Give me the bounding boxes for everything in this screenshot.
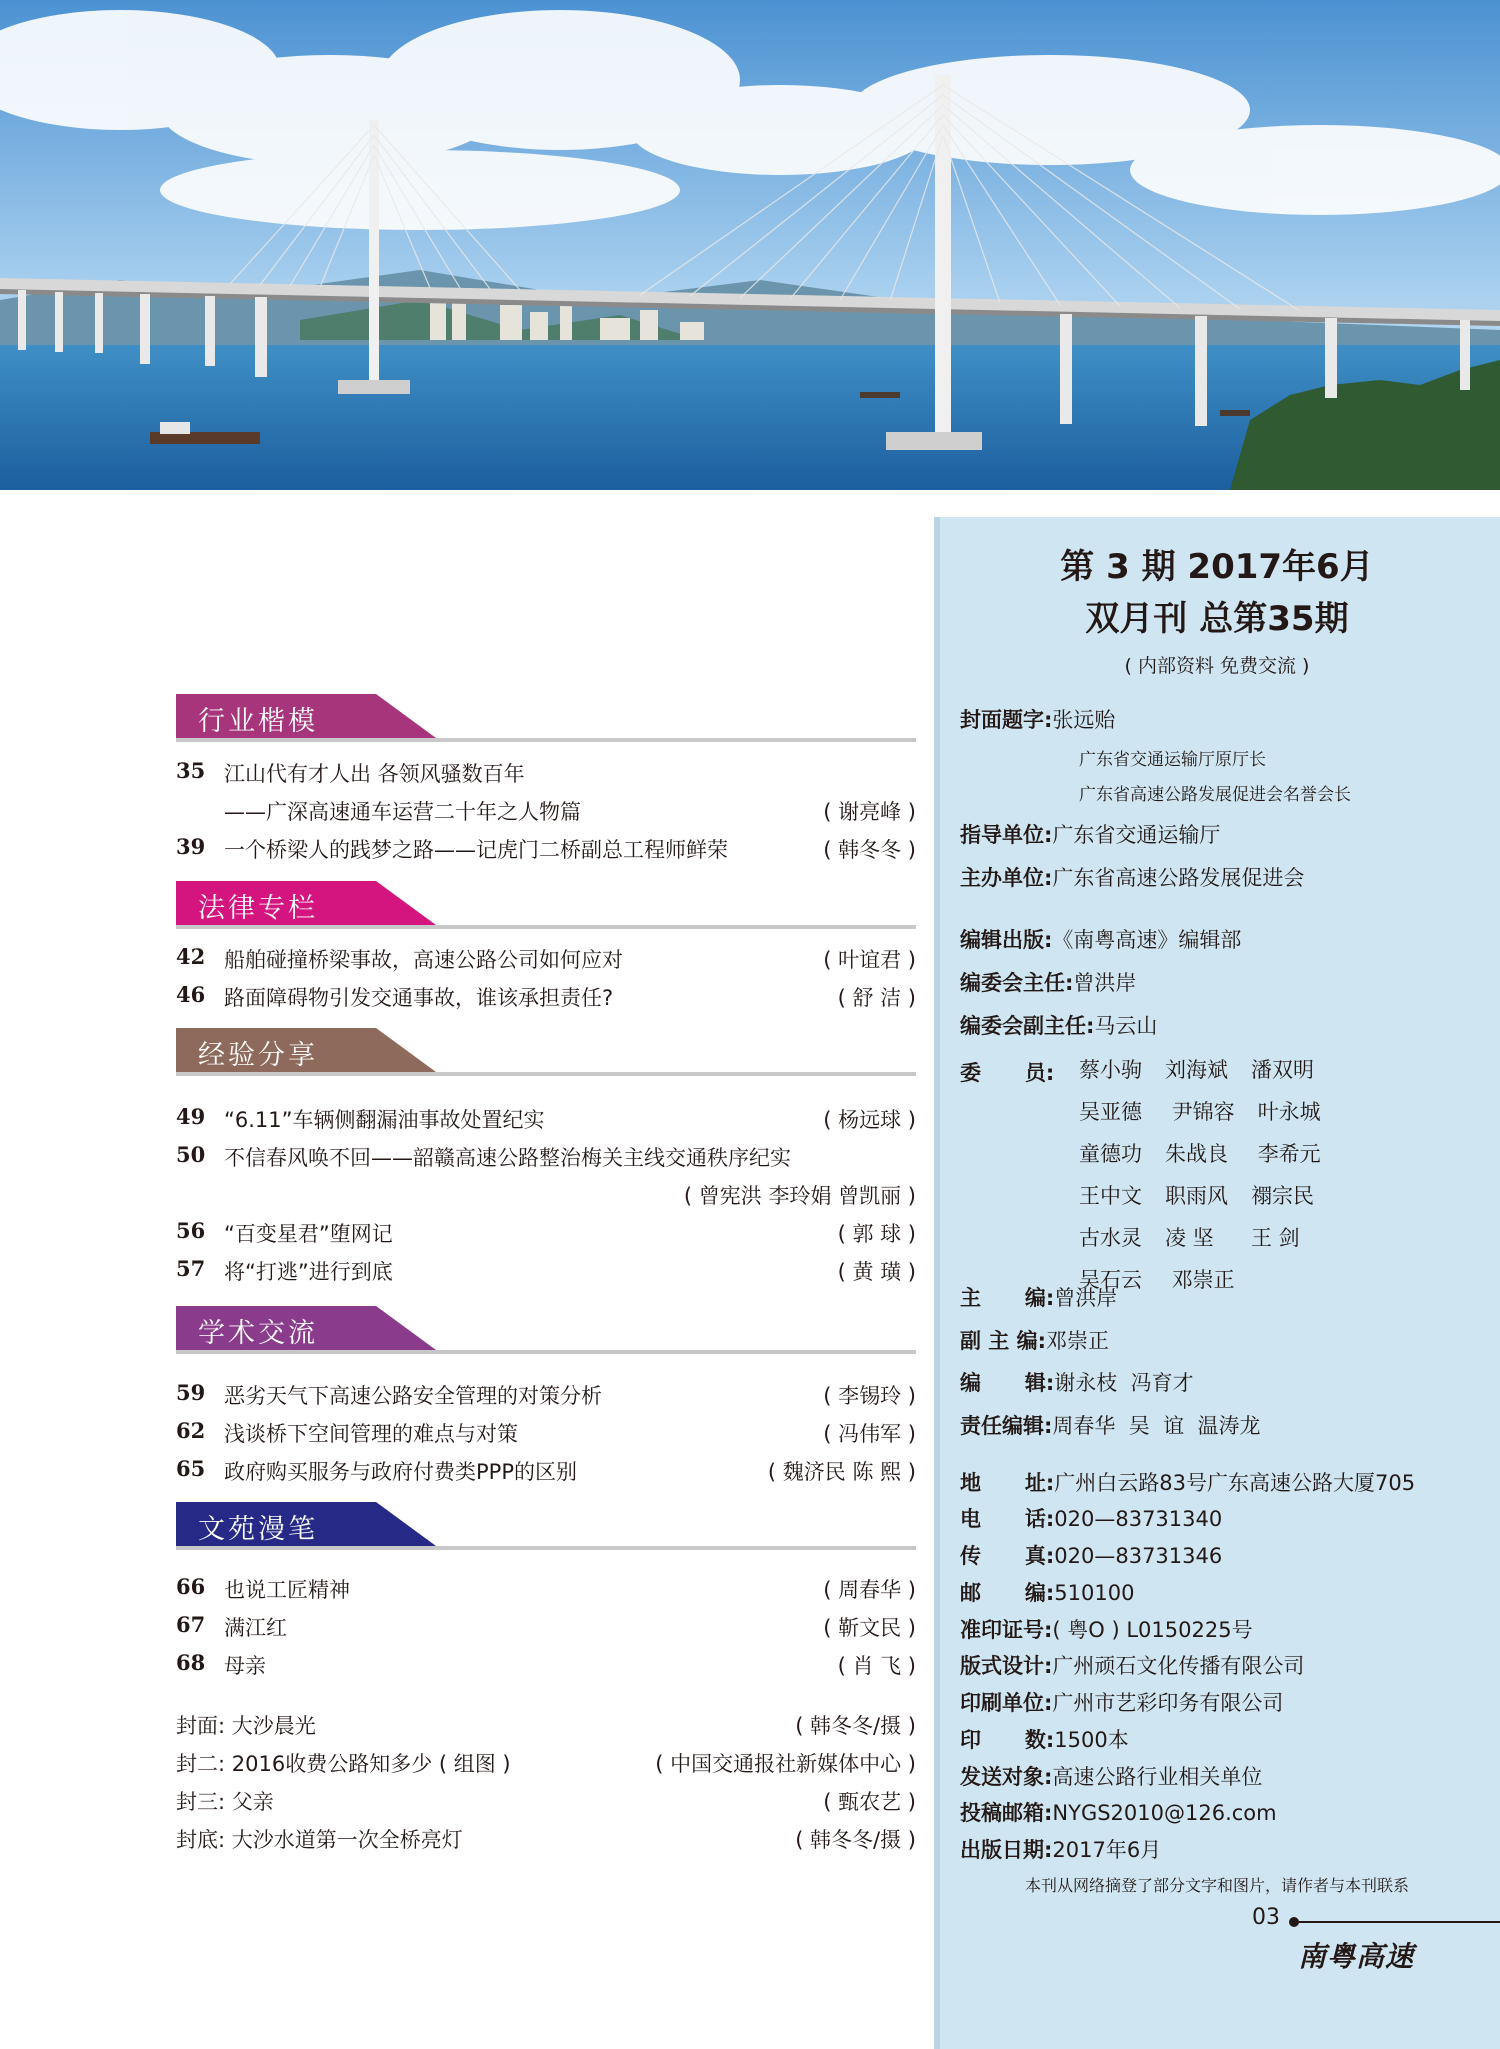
member: 吴亚德 (1079, 1100, 1142, 1124)
toc-entry-authors[interactable]: ( 曾宪洪 李玲娟 曾凯丽 ) (683, 1184, 916, 1208)
toc-entry[interactable]: 65 政府购买服务与政府付费类PPP的区别 ( 魏济民 陈 熙 ) (176, 1456, 916, 1484)
toc-entry[interactable]: 56 “百变星君”堕网记 ( 郭 球 ) (176, 1218, 916, 1246)
member: 职雨风 (1165, 1184, 1228, 1208)
issue-number: 第 3 期 2017年6月 (1060, 547, 1374, 587)
cover-credit: 封面: 大沙晨光 ( 韩冬冬/摄 ) (176, 1714, 916, 1738)
member: 童德功 (1079, 1142, 1142, 1166)
member: 禤宗民 (1251, 1184, 1314, 1208)
member: 凌 坚 (1165, 1226, 1214, 1250)
cover-credit: 封底: 大沙水道第一次全桥亮灯 ( 韩冬冬/摄 ) (176, 1828, 916, 1852)
member: 刘海斌 (1165, 1058, 1228, 1082)
member: 李希元 (1257, 1142, 1321, 1166)
email-row: 投稿邮箱:NYGS2010@126.com (960, 1801, 1277, 1825)
toc-entry[interactable]: 62 浅谈桥下空间管理的难点与对策 ( 冯伟军 ) (176, 1418, 916, 1446)
member: 王中文 (1079, 1184, 1142, 1208)
email-link[interactable]: NYGS2010@126.com (1052, 1801, 1277, 1825)
design-row: 版式设计:广州顽石文化传播有限公司 (960, 1654, 1305, 1678)
page-number: 03 (1252, 1905, 1280, 1930)
cover-bridge-photo (0, 0, 1500, 490)
printer-row: 印刷单位:广州市艺彩印务有限公司 (960, 1691, 1284, 1715)
panel-edge (934, 517, 940, 2049)
toc-entry[interactable]: 59 恶劣天气下高速公路安全管理的对策分析 ( 李锡玲 ) (176, 1380, 916, 1408)
guide-unit-row: 指导单位:广东省交通运输厅 (960, 823, 1221, 847)
masthead-panel (934, 517, 1500, 2049)
section-title: 文苑漫笔 (198, 1514, 318, 1545)
toc-entry[interactable]: 68 母亲 ( 肖 飞 ) (176, 1650, 916, 1678)
internal-note: ( 内部资料 免费交流 ) (1124, 655, 1310, 677)
member: 朱战良 (1165, 1142, 1228, 1166)
pub-date-row: 出版日期:2017年6月 (960, 1838, 1162, 1862)
editor-pub-row: 编辑出版:《南粤高速》编辑部 (960, 928, 1242, 952)
magazine-logo: 南粤高速 (1298, 1940, 1415, 1973)
cover-credit: 封二: 2016收费公路知多少 ( 组图 ) ( 中国交通报社新媒体中心 ) (176, 1752, 916, 1776)
vice-chair-row: 编委会副主任:马云山 (960, 1014, 1158, 1038)
target-row: 发送对象:高速公路行业相关单位 (960, 1765, 1263, 1789)
toc-entry[interactable]: 46 路面障碍物引发交通事故，谁该承担责任? ( 舒 洁 ) (176, 982, 916, 1010)
section-rule (176, 1546, 916, 1550)
toc-entry[interactable]: 66 也说工匠精神 ( 周春华 ) (176, 1574, 916, 1602)
page-rule (1294, 1921, 1500, 1923)
section-rule (176, 1072, 916, 1076)
member: 邓崇正 (1171, 1268, 1235, 1292)
section-header-experience (176, 1028, 916, 1076)
title-writer-note1: 广东省交通运输厅原厅长 (1079, 750, 1266, 770)
toc-entry[interactable]: 39 一个桥梁人的践梦之路——记虎门二桥副总工程师鲜荣 ( 韩冬冬 ) (176, 834, 916, 862)
member: 蔡小驹 (1079, 1058, 1142, 1082)
section-title: 法律专栏 (198, 893, 318, 924)
cover-credit: 封三: 父亲 ( 甄农艺 ) (176, 1790, 916, 1814)
chair-row: 编委会主任:曾洪岸 (960, 971, 1137, 995)
copyright-notice: 本刊从网络摘登了部分文字和图片，请作者与本刊联系 (1024, 1876, 1409, 1895)
permit-row: 准印证号:( 粤O ) L0150225号 (960, 1618, 1253, 1642)
chief-editor-row: 主 编:曾洪岸 (960, 1286, 1118, 1310)
member: 吴石云 (1079, 1268, 1142, 1292)
section-header-literary (176, 1502, 916, 1550)
address-row: 地 址:广州白云路83号广东高速公路大厦705 (960, 1471, 1416, 1495)
zip-row: 邮 编:510100 (960, 1581, 1135, 1605)
resp-editor-row: 责任编辑:周春华 吴 谊 温涛龙 (960, 1414, 1261, 1438)
toc-entry[interactable]: 57 将“打逃”进行到底 ( 黄 璜 ) (176, 1256, 916, 1284)
editors-row: 编 辑:谢永枝 冯育才 (960, 1371, 1194, 1395)
section-title: 行业楷模 (198, 706, 318, 737)
section-rule (176, 1350, 916, 1354)
section-title: 学术交流 (198, 1318, 318, 1349)
section-header-academic (176, 1306, 916, 1354)
toc-entry[interactable]: 67 满江红 ( 靳文民 ) (176, 1612, 916, 1640)
member: 王 剑 (1251, 1226, 1300, 1250)
toc-entry-subtitle[interactable]: ——广深高速通车运营二十年之人物篇 ( 谢亮峰 ) (224, 800, 916, 824)
fax-row: 传 真:020—83731346 (960, 1544, 1223, 1568)
quantity-row: 印 数:1500本 (960, 1728, 1129, 1752)
toc-entry[interactable]: 35 江山代有才人出 各领风骚数百年 (176, 758, 525, 786)
member: 叶永城 (1257, 1100, 1321, 1124)
section-rule (176, 738, 916, 742)
toc-entry[interactable]: 42 船舶碰撞桥梁事故，高速公路公司如何应对 ( 叶谊君 ) (176, 944, 916, 972)
section-rule (176, 925, 916, 929)
members-list (1079, 1049, 1409, 1301)
phone-row: 电 话:020—83731340 (960, 1507, 1223, 1531)
section-header-industry-model (176, 694, 916, 742)
page-dot (1289, 1917, 1299, 1927)
title-writer-note2: 广东省高速公路发展促进会名誉会长 (1079, 785, 1351, 805)
toc-entry[interactable]: 49 “6.11”车辆侧翻漏油事故处置纪实 ( 杨远球 ) (176, 1104, 916, 1132)
member: 尹锦容 (1171, 1100, 1235, 1124)
issue-frequency: 双月刊 总第35期 (1085, 599, 1349, 639)
members-label: 委 员: (960, 1061, 1055, 1085)
deputy-editor-row: 副 主 编:邓崇正 (960, 1329, 1110, 1353)
title-writer-row: 封面题字:张远贻 (960, 708, 1116, 732)
section-header-law-column (176, 881, 916, 929)
host-unit-row: 主办单位:广东省高速公路发展促进会 (960, 866, 1305, 890)
toc-entry[interactable]: 50 不信春风唤不回——韶赣高速公路整治梅关主线交通秩序纪实 (176, 1142, 791, 1170)
member: 潘双明 (1251, 1058, 1314, 1082)
member: 古水灵 (1079, 1226, 1142, 1250)
section-title: 经验分享 (198, 1040, 318, 1071)
